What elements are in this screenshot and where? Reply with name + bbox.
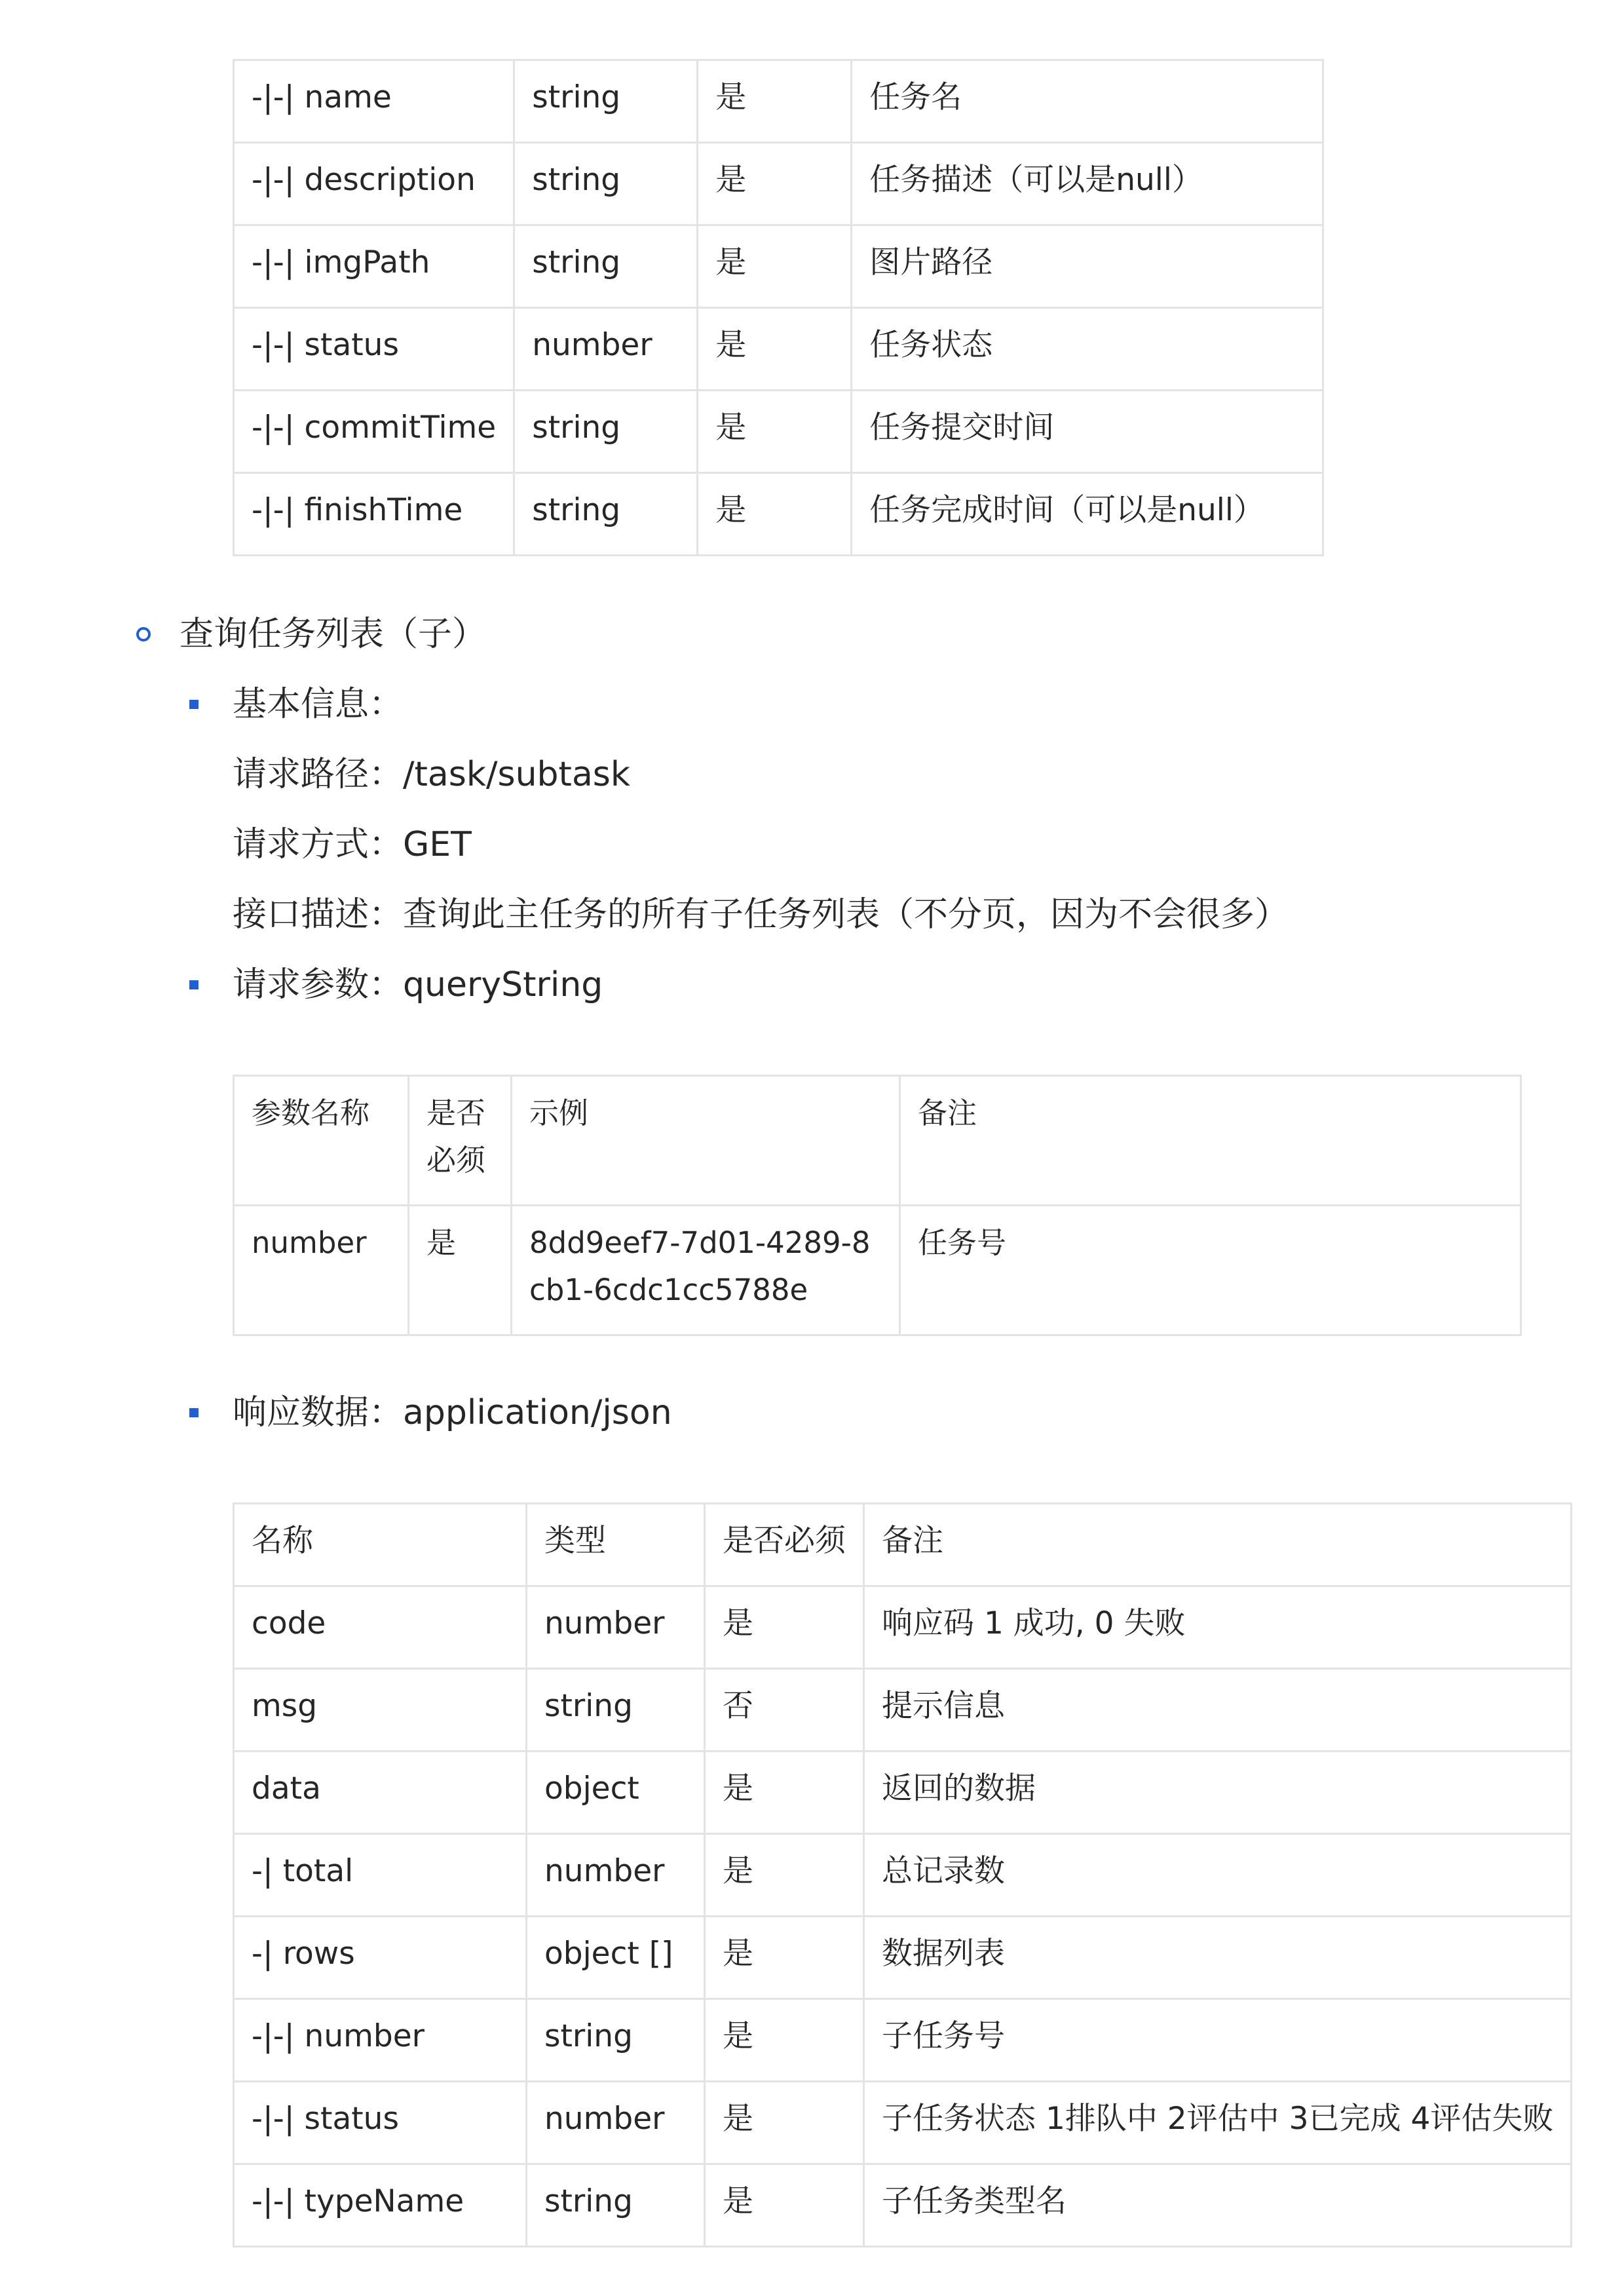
table-cell: 数据列表 bbox=[864, 1917, 1572, 1999]
table-cell: number bbox=[527, 1834, 705, 1917]
table-cell: 名称 bbox=[234, 1504, 527, 1586]
table-row bbox=[234, 1206, 1521, 1335]
request-params-table bbox=[233, 1075, 1522, 1336]
table-cell: 备注 bbox=[900, 1076, 1521, 1206]
table-cell: 返回的数据 bbox=[864, 1751, 1572, 1834]
table-cell: string bbox=[514, 225, 698, 308]
section-title: 查询任务列表（子） bbox=[179, 615, 487, 654]
table-row bbox=[234, 143, 1323, 225]
table-cell: 是 bbox=[698, 391, 852, 473]
table-cell: 任务名 bbox=[852, 60, 1323, 143]
table-cell: 是 bbox=[705, 1917, 864, 1999]
table-cell: string bbox=[514, 143, 698, 225]
table-row bbox=[234, 2082, 1572, 2164]
table-cell: 任务提交时间 bbox=[852, 391, 1323, 473]
table-cell: -| total bbox=[234, 1834, 527, 1917]
interface-description-line: 接口描述：查询此主任务的所有子任务列表（不分页，因为不会很多） bbox=[233, 895, 1289, 934]
table-cell: string bbox=[527, 1999, 705, 2082]
table-cell: 是否必须 bbox=[409, 1076, 512, 1206]
table-cell: 是 bbox=[698, 225, 852, 308]
table-cell: 响应码 1 成功, 0 失败 bbox=[864, 1586, 1572, 1669]
table-cell: 类型 bbox=[527, 1504, 705, 1586]
table-cell: -|-| number bbox=[234, 1999, 527, 2082]
table-cell: data bbox=[234, 1751, 527, 1834]
table-cell: 任务号 bbox=[900, 1206, 1521, 1335]
header-row bbox=[234, 1504, 1572, 1586]
table-cell: -|-| status bbox=[234, 308, 514, 391]
table-cell: 是 bbox=[698, 60, 852, 143]
table-cell: number bbox=[514, 308, 698, 391]
table-cell: code bbox=[234, 1586, 527, 1669]
table-cell: -|-| imgPath bbox=[234, 225, 514, 308]
table-cell: 是 bbox=[705, 2164, 864, 2247]
table-cell: 是 bbox=[698, 473, 852, 556]
request-params-label: 请求参数：queryString bbox=[233, 965, 603, 1004]
table-row bbox=[234, 1669, 1572, 1751]
table-cell: 是 bbox=[705, 1834, 864, 1917]
square-bullet-icon bbox=[189, 1408, 198, 1417]
response-fields-table bbox=[233, 1502, 1572, 2248]
table-cell: string bbox=[514, 391, 698, 473]
basic-info-label: 基本信息： bbox=[233, 685, 404, 724]
table-cell: 是 bbox=[705, 2082, 864, 2164]
table-cell: string bbox=[527, 2164, 705, 2247]
table-row bbox=[234, 1751, 1572, 1834]
table-cell: 参数名称 bbox=[234, 1076, 409, 1206]
table-cell: 是 bbox=[705, 1586, 864, 1669]
table-cell: 8dd9eef7-7d01-4289-8cb1-6cdc1cc5788e bbox=[512, 1206, 900, 1335]
square-bullet-icon bbox=[189, 980, 198, 989]
table-cell: 子任务类型名 bbox=[864, 2164, 1572, 2247]
table-cell: -|-| name bbox=[234, 60, 514, 143]
table-cell: -| rows bbox=[234, 1917, 527, 1999]
table-cell: -|-| commitTime bbox=[234, 391, 514, 473]
table-cell: 否 bbox=[705, 1669, 864, 1751]
table-cell: string bbox=[527, 1669, 705, 1751]
table-row bbox=[234, 1999, 1572, 2082]
table-cell: 是 bbox=[698, 308, 852, 391]
table-cell: object bbox=[527, 1751, 705, 1834]
table-cell: 是 bbox=[705, 1751, 864, 1834]
table-row bbox=[234, 60, 1323, 143]
request-path-line: 请求路径：/task/subtask bbox=[233, 755, 631, 794]
table-cell: 任务完成时间（可以是null） bbox=[852, 473, 1323, 556]
table-cell: 子任务状态 1排队中 2评估中 3已完成 4评估失败 bbox=[864, 2082, 1572, 2164]
table-cell: 任务描述（可以是null） bbox=[852, 143, 1323, 225]
table-row bbox=[234, 1834, 1572, 1917]
table-cell: -|-| description bbox=[234, 143, 514, 225]
table-cell: number bbox=[234, 1206, 409, 1335]
table-cell: 示例 bbox=[512, 1076, 900, 1206]
table-cell: number bbox=[527, 1586, 705, 1669]
table-row bbox=[234, 391, 1323, 473]
request-method-line: 请求方式：GET bbox=[233, 825, 472, 864]
header-row bbox=[234, 1076, 1521, 1206]
table-row bbox=[234, 2164, 1572, 2247]
table-cell: 任务状态 bbox=[852, 308, 1323, 391]
table-cell: object [] bbox=[527, 1917, 705, 1999]
table-cell: msg bbox=[234, 1669, 527, 1751]
table-row bbox=[234, 1917, 1572, 1999]
table-row bbox=[234, 473, 1323, 556]
table-cell: -|-| typeName bbox=[234, 2164, 527, 2247]
table-cell: string bbox=[514, 473, 698, 556]
response-data-label: 响应数据：application/json bbox=[233, 1393, 672, 1432]
table-cell: -|-| status bbox=[234, 2082, 527, 2164]
field-table-continued bbox=[233, 59, 1324, 556]
table-row bbox=[234, 225, 1323, 308]
table-cell: 图片路径 bbox=[852, 225, 1323, 308]
table-cell: 是 bbox=[705, 1999, 864, 2082]
table-cell: string bbox=[514, 60, 698, 143]
table-row bbox=[234, 308, 1323, 391]
table-row bbox=[234, 1586, 1572, 1669]
table-cell: 是否必须 bbox=[705, 1504, 864, 1586]
table-cell: 是 bbox=[698, 143, 852, 225]
table-cell: 提示信息 bbox=[864, 1669, 1572, 1751]
table-cell: number bbox=[527, 2082, 705, 2164]
table-cell: 是 bbox=[409, 1206, 512, 1335]
circle-bullet-icon bbox=[136, 627, 151, 641]
table-cell: -|-| finishTime bbox=[234, 473, 514, 556]
square-bullet-icon bbox=[189, 700, 198, 709]
table-cell: 备注 bbox=[864, 1504, 1572, 1586]
table-cell: 子任务号 bbox=[864, 1999, 1572, 2082]
table-cell: 总记录数 bbox=[864, 1834, 1572, 1917]
